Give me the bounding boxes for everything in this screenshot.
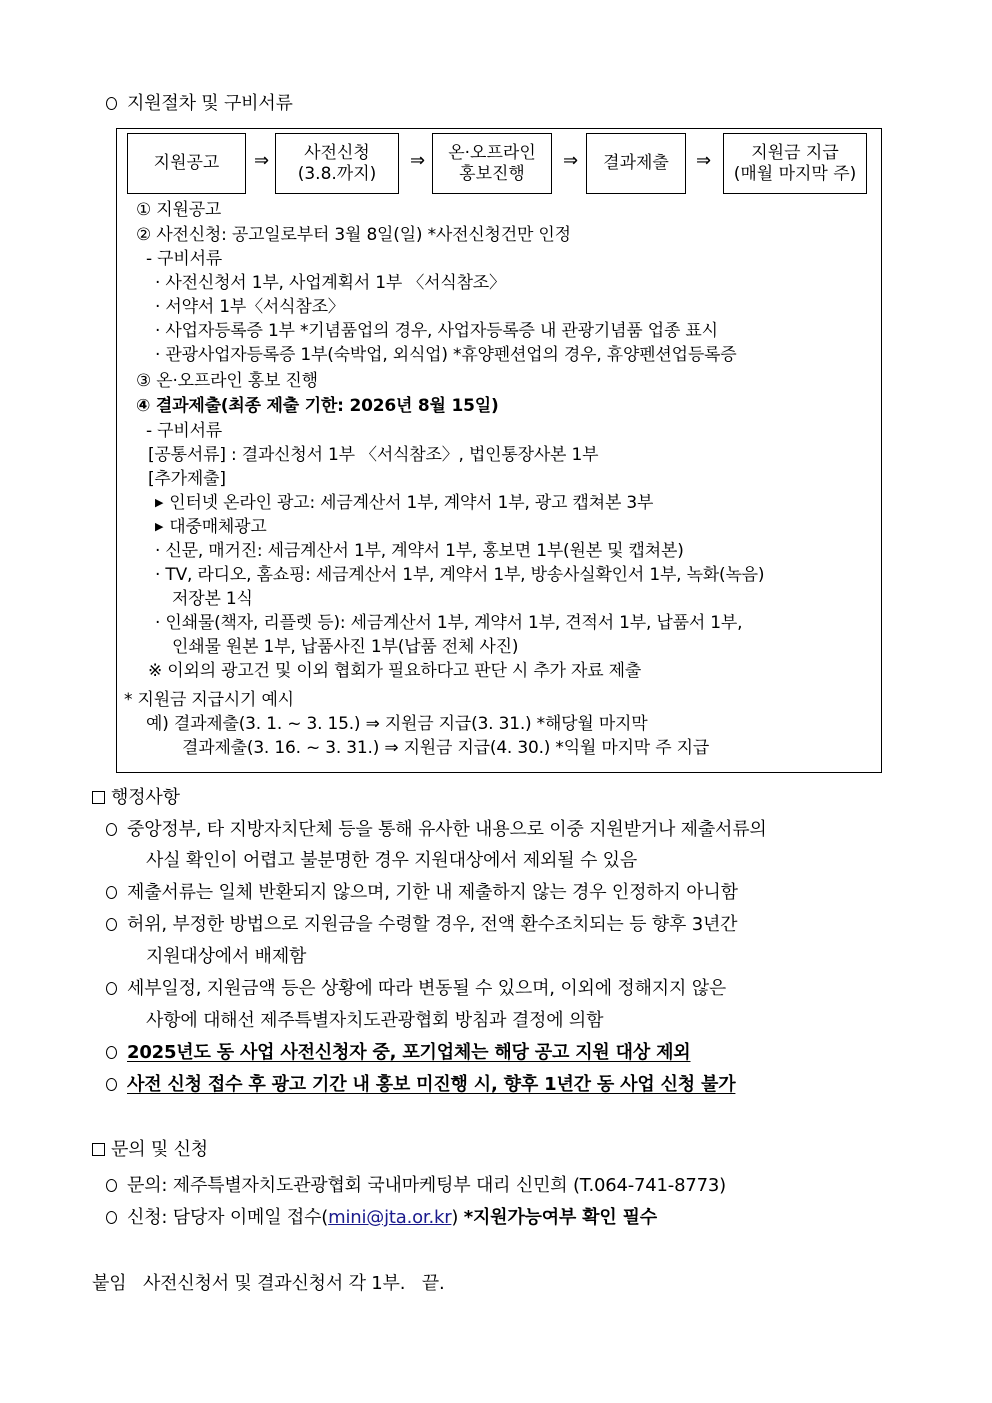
circle-bullet-icon (106, 823, 117, 836)
circle-bullet-icon (106, 97, 117, 110)
circle-bullet-icon (106, 982, 117, 995)
contact-inquiry (106, 1175, 726, 1197)
email-link[interactable]: mini@jta.or.kr (328, 1207, 452, 1228)
additional-docs-label: [추가제출] (148, 469, 226, 489)
admin-item (106, 882, 738, 904)
contact-inquiry-text: 문의: 제주특별자치도관광협회 국내마케팅부 대리 신민희 (T.064-741-8773) (127, 1175, 726, 1196)
admin-item-text: 사전 신청 접수 후 광고 기간 내 홍보 미진행 시, 향후 1년간 동 사업 신청 불가 (127, 1074, 736, 1095)
admin-item (106, 978, 726, 1000)
flow-step-sublabel: 홍보진행 (459, 163, 525, 184)
contact-heading (92, 1139, 208, 1161)
doc-item-continuation: 저장본 1식 (172, 589, 253, 609)
doc-item: · 사업자등록증 1부 *기념품업의 경우, 사업자등록증 내 관광기념품 업종 표시 (155, 321, 718, 341)
mass-media-line (155, 517, 267, 537)
circle-bullet-icon (106, 918, 117, 931)
admin-heading-text: 행정사항 (111, 787, 180, 808)
apply-note: *지원가능여부 확인 필수 (463, 1207, 657, 1228)
admin-item-text: 허위, 부정한 방법으로 지원금을 수령할 경우, 전액 환수조치되는 등 향후 3년간 (127, 914, 738, 935)
circle-bullet-icon (106, 1046, 117, 1059)
payment-example-line: 결과제출(3. 16. ~ 3. 31.) ⇒ 지원금 지급(4. 30.) *익월 마지막 주 지급 (182, 738, 710, 758)
common-docs-line: [공통서류] : 결과신청서 1부 〈서식참조〉, 법인통장사본 1부 (148, 445, 599, 465)
arrow-right-icon: ⇒ (410, 150, 426, 171)
flow-step-sublabel: (매월 마지막 주) (733, 163, 857, 184)
triangle-bullet-icon: ▶ (155, 520, 164, 533)
required-docs-label: - 구비서류 (146, 421, 223, 441)
flow-step-label: 사전신청 (304, 142, 370, 163)
triangle-bullet-icon: ▶ (155, 496, 164, 509)
doc-item: · 인쇄물(책자, 리플렛 등): 세금계산서 1부, 계약서 1부, 견적서 1부, 납품서 1부, (155, 613, 743, 633)
flow-step-result-submission (586, 133, 686, 194)
contact-heading-text: 문의 및 신청 (111, 1139, 208, 1160)
procedure-heading-text: 지원절차 및 구비서류 (127, 93, 293, 114)
note-line: ※ 이외의 광고건 및 이외 협회가 필요하다고 판단 시 추가 자료 제출 (148, 661, 642, 681)
flow-step-promotion (432, 133, 552, 194)
admin-item-continuation: 사항에 대해선 제주특별자치도관광협회 방침과 결정에 의함 (146, 1010, 604, 1031)
admin-item-text: 세부일정, 지원금액 등은 상황에 따라 변동될 수 있으며, 이외에 정해지지 않은 (127, 978, 727, 999)
doc-item: · 신문, 매거진: 세금계산서 1부, 계약서 1부, 홍보면 1부(원본 및 캡쳐본) (155, 541, 684, 561)
doc-item: · TV, 라디오, 홈쇼핑: 세금계산서 1부, 계약서 1부, 방송사실확인서 1부, 녹화(녹음) (155, 565, 765, 585)
flow-step-label: 온·오프라인 (448, 142, 536, 163)
admin-item-text: 2025년도 동 사업 사전신청자 중, 포기업체는 해당 공고 지원 대상 제외 (127, 1042, 691, 1063)
doc-item-continuation: 인쇄물 원본 1부, 납품사진 1부(납품 전체 사진) (172, 637, 519, 657)
admin-item-emphasis (106, 1042, 691, 1064)
attachment-line: 붙임 사전신청서 및 결과신청서 각 1부. 끝. (92, 1273, 445, 1294)
online-ad-line (155, 493, 653, 513)
contact-apply (106, 1207, 657, 1229)
flow-step-label: 지원공고 (153, 153, 220, 173)
circle-bullet-icon (106, 886, 117, 899)
doc-item: · 사전신청서 1부, 사업계획서 1부 〈서식참조〉 (155, 273, 506, 293)
flow-step-payment (723, 133, 867, 194)
arrow-right-icon: ⇒ (696, 150, 712, 171)
doc-item: · 관광사업자등록증 1부(숙박업, 외식업) *휴양펜션업의 경우, 휴양펜션업등록증 (155, 345, 737, 365)
circle-bullet-icon (106, 1078, 117, 1091)
circle-bullet-icon (106, 1179, 117, 1192)
apply-suffix: ) (451, 1207, 459, 1228)
step-1-line: ① 지원공고 (136, 200, 222, 220)
arrow-right-icon: ⇒ (563, 150, 579, 171)
payment-example-line: 예) 결과제출(3. 1. ~ 3. 15.) ⇒ 지원금 지급(3. 31.) *해당월 마지막 (146, 714, 648, 734)
admin-item-continuation: 지원대상에서 배제함 (146, 946, 307, 967)
admin-item-emphasis (106, 1074, 735, 1096)
step-3-line: ③ 온·오프라인 홍보 진행 (136, 371, 318, 391)
flow-step-announcement (127, 133, 246, 194)
step-4-line: ④ 결과제출(최종 제출 기한: 2026년 8월 15일) (136, 396, 499, 416)
flow-step-pre-application (275, 133, 399, 194)
admin-heading (92, 787, 180, 809)
arrow-right-icon: ⇒ (254, 150, 270, 171)
payment-example-heading: * 지원금 지급시기 예시 (124, 690, 294, 710)
admin-item-text: 중앙정부, 타 지방자치단체 등을 통해 유사한 내용으로 이중 지원받거나 제출서류의 (127, 819, 767, 840)
doc-item: · 서약서 1부〈서식참조〉 (155, 297, 345, 317)
step-2-line: ② 사전신청: 공고일로부터 3월 8일(일) *사전신청건만 인정 (136, 225, 571, 245)
circle-bullet-icon (106, 1211, 117, 1224)
required-docs-label: - 구비서류 (146, 249, 223, 269)
flow-step-sublabel: (3.8.까지) (297, 163, 377, 184)
admin-item-text: 제출서류는 일체 반환되지 않으며, 기한 내 제출하지 않는 경우 인정하지 아니함 (127, 882, 738, 903)
flow-step-label: 지원금 지급 (751, 142, 839, 163)
square-bullet-icon (92, 791, 105, 804)
apply-prefix: 신청: 담당자 이메일 접수( (127, 1207, 329, 1228)
admin-item (106, 819, 767, 841)
square-bullet-icon (92, 1143, 105, 1156)
admin-item (106, 914, 737, 936)
procedure-heading (106, 93, 293, 115)
mass-media-text: 대중매체광고 (169, 517, 267, 537)
online-ad-text: 인터넷 온라인 광고: 세금계산서 1부, 계약서 1부, 광고 캡쳐본 3부 (169, 493, 654, 513)
flow-step-label: 결과제출 (603, 153, 669, 173)
admin-item-continuation: 사실 확인이 어렵고 불분명한 경우 지원대상에서 제외될 수 있음 (146, 850, 638, 871)
